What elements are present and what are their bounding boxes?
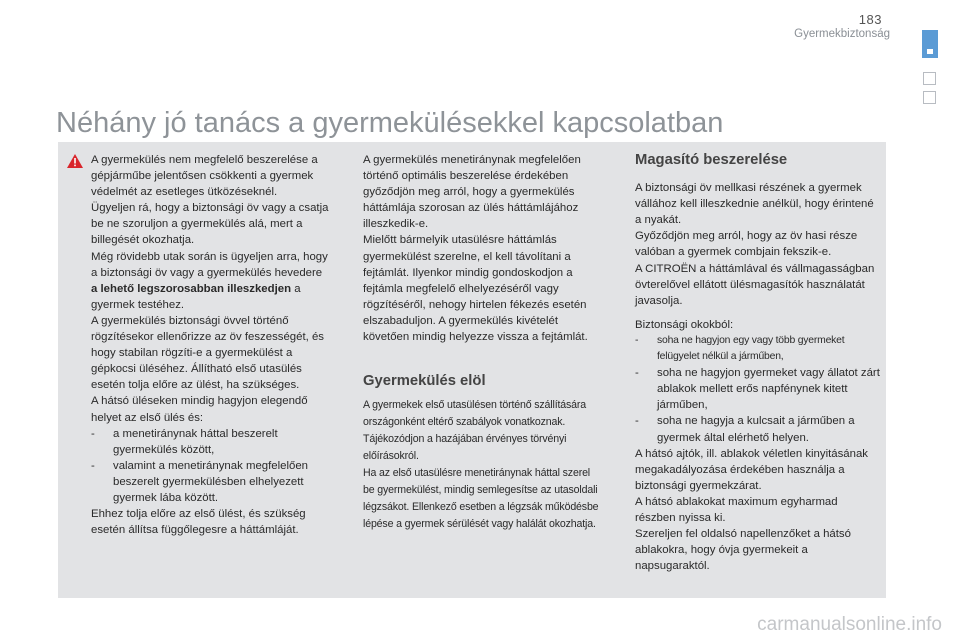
paragraph: Győződjön meg arról, hogy az öv hasi része valóban a gyermek combjain fekszik-e. <box>635 230 858 259</box>
paragraph: Tájékozódjon a hazájában érvényes törvényi előírásokról. <box>363 433 567 463</box>
section-label: Gyermekbiztonság <box>794 28 890 40</box>
paragraph: A CITROËN a háttámlával és vállmagasságban övterelővel ellátott ülésmagasítók használatát javasolja. <box>635 262 875 307</box>
chapter-tab-active[interactable] <box>922 30 938 58</box>
paragraph: A gyermekülés menetiránynak megfelelően történő optimális beszerelése érdekében győződjön meg arról, hogy a gyermekülés háttámlája szorosan az ülés háttámlájához illeszkedik-e. <box>363 154 581 231</box>
paragraph: A hátsó ablakokat maximum egyharmad részben nyissa ki. <box>635 495 838 524</box>
watermark: carmanualsonline.info <box>757 614 942 635</box>
chapter-tab[interactable] <box>923 72 936 85</box>
list-item: - soha ne hagyjon egy vagy több gyermeket felügyelet nélkül a járműben, <box>635 334 845 363</box>
text-block <box>363 397 603 533</box>
column-right <box>635 152 880 574</box>
column-left <box>91 152 331 538</box>
paragraph: A hátsó ajtók, ill. ablakok véletlen kinyitásának megakadályozása érdekében használja a biztonsági gyermekzárat. <box>635 447 869 492</box>
emphasis: a lehető legszorosabban illeszkedjen <box>91 282 292 295</box>
paragraph: A gyermekek első utasülésen történő szállítására országonként eltérő szabályok vonatkoznak. <box>363 399 587 429</box>
page-title: Néhány jó tanács a gyermekülésekkel kapcsolatban <box>56 107 724 140</box>
paragraph: Szereljen fel oldalsó napellenzőket a hátsó ablakokra, hogy óvja gyermekeit a napsugaraktól. <box>635 528 851 573</box>
list-item: - a menetiránynak háttal beszerelt gyermekülés között, <box>91 427 278 456</box>
page-number: 183 <box>858 12 882 27</box>
paragraph: A gyermekülés biztonsági övvel történő rögzítésekor ellenőrizze az öv feszességét, és hogy stabilan rögzíti-e a gyermekülést a gépkocsi üléséhez. Állítható első utasülés esetén tolja előre az ülést, ha szükséges. <box>91 314 324 392</box>
content-panel <box>58 142 886 598</box>
paragraph: Még rövidebb utak során is ügyeljen arra, hogy a biztonsági öv vagy a gyermekülés hevedere a lehető legszorosabban illeszkedjen a gyermek testéhez. <box>91 250 328 311</box>
warning-triangle-icon <box>67 154 83 168</box>
paragraph: A biztonsági öv mellkasi részének a gyermek vállához kell illeszkednie anélkül, hogy érintené a nyakát. <box>635 182 874 227</box>
section-heading: Magasító beszerelése <box>635 152 788 168</box>
paragraph: Ha az első utasülésre menetiránynak háttal szerel be gyermekülést, mindig semlegesítse az utasoldali légzsákot. Ellenkező esetben a légzsák működésbe lépése a gyermek sérülését vagy halálát okozhatja. <box>363 467 599 531</box>
paragraph: Ügyeljen rá, hogy a biztonsági öv vagy a csatja be ne szoruljon a gyermekülés alá, mert a billegését okozhatja. <box>91 202 329 247</box>
paragraph: A gyermekülés nem megfelelő beszerelése a gépjárműbe jelentősen csökkenti a gyermek védelmét az esetleges ütközéseknél. <box>91 154 318 199</box>
paragraph: A hátsó üléseken mindig hagyjon elegendő helyet az első ülés és: <box>91 395 308 424</box>
paragraph: Mielőtt bármelyik utasülésre háttámlás gyermekülést szerelne, el kell távolítani a fejtámlát. Ilyenkor mindig gondoskodjon a fejtámla megfelelő elhelyezéséről vagy rögzítéséről, nehogy hirtelen fékezés esetén elszabaduljon. A gyermekülés kivételét követően mindig helyezze vissza a fejtámlát. <box>363 234 588 344</box>
list-item: - soha ne hagyjon gyermeket vagy állatot zárt ablakok mellett erős napfénynek kitett járműben, <box>635 367 880 412</box>
chapter-tab[interactable] <box>923 91 936 104</box>
paragraph: Ehhez tolja előre az első ülést, és szükség esetén állítsa függőlegesre a háttámláját. <box>91 508 306 537</box>
tab-marker <box>927 49 933 54</box>
list-item: - valamint a menetiránynak megfelelően beszerelt gyermekülésben elhelyezett gyermek lába között. <box>91 459 309 504</box>
section-heading: Gyermekülés elöl <box>363 373 486 390</box>
column-middle <box>363 152 603 533</box>
paragraph: Biztonsági okokból: <box>635 318 734 331</box>
list-item: - soha ne hagyja a kulcsait a járműben a gyermek által elérhető helyen. <box>635 415 855 444</box>
